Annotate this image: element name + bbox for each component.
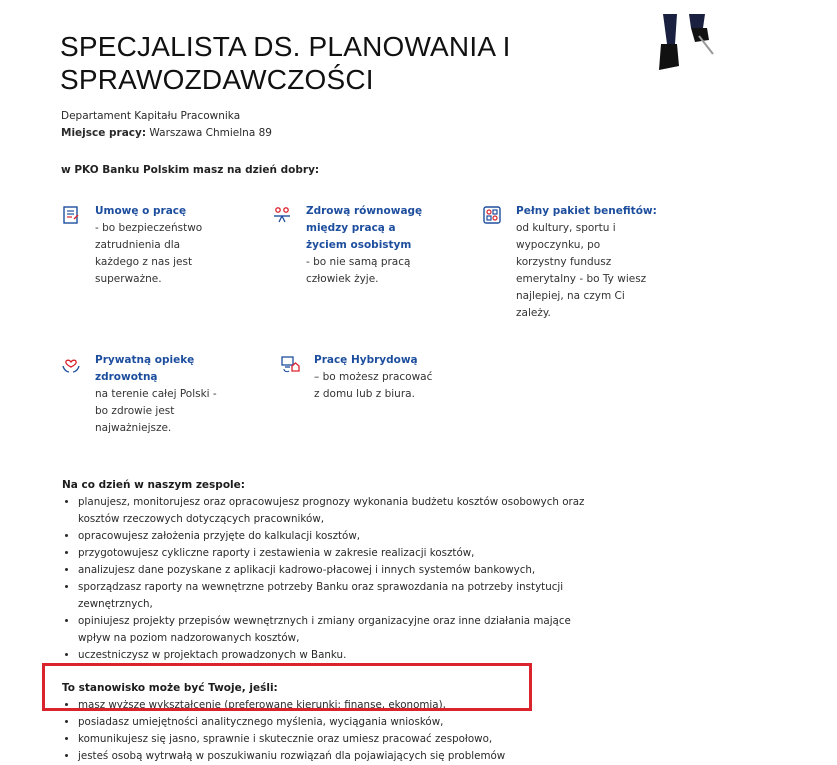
list-item: • analizujesz dane pozyskane z aplikacji kadrowo-płacowej i innych systemów bankowych, (78, 562, 598, 579)
list-item: • jesteś osobą wytrwałą w poszukiwaniu rozwiązań dla pojawiających się problemów (78, 748, 598, 765)
list-item: • opiniujesz projekty przepisów wewnętrznych i zmiany organizacyjne oraz inne działania mające wpływ na poziom nadzorowanych kosztów, (78, 613, 598, 647)
benefit-desc: - bo bezpieczeństwo zatrudnienia dla każdego z nas jest superważne. (95, 222, 203, 285)
benefit-healthcare (61, 352, 251, 437)
benefit-title: Zdrową równowagę między pracą a życiem osobistym (306, 205, 423, 251)
location (61, 127, 272, 139)
list-item: • uczestniczysz w projektach prowadzonych w Banku. (78, 647, 598, 664)
benefit-balance (272, 203, 462, 288)
hybrid-work-icon (280, 354, 300, 374)
page-title: SPECJALISTA DS. PLANOWANIA I SPRAWOZDAWCZOŚCI (60, 31, 511, 95)
benefit-title: Pełny pakiet benefitów: (516, 205, 657, 217)
list-item: • masz wyższe wykształcenie (preferowane kierunki: finanse, ekonomia), (78, 697, 598, 714)
list-item: • sporządzasz raporty na wewnętrzne potrzeby Banku oraz sprawozdania na potrzeby instytucji zewnętrznych, (78, 579, 598, 613)
benefit-title: Prywatną opiekę zdrowotną (95, 354, 195, 383)
contract-icon (61, 205, 81, 225)
list-item: • komunikujesz się jasno, sprawnie i skutecznie oraz umiesz pracować zespołowo, (78, 731, 598, 748)
benefit-desc: – bo możesz pracować z domu lub z biura. (314, 371, 433, 400)
benefit-desc: - bo nie samą pracą człowiek żyje. (306, 256, 411, 285)
benefits-package-icon (482, 205, 502, 225)
location-label: Miejsce pracy: (61, 127, 147, 139)
list-item: • opracowujesz założenia przyjęte do kalkulacji kosztów, (78, 528, 598, 545)
department: Departament Kapitału Pracownika (61, 110, 241, 122)
location-value: Warszawa Chmielna 89 (149, 127, 272, 139)
highlight-box (42, 663, 532, 711)
benefit-desc: na terenie całej Polski - bo zdrowie jest najważniejsze. (95, 388, 217, 434)
person-legs-image (655, 14, 715, 74)
benefit-title: Pracę Hybrydową (314, 354, 418, 366)
benefit-package (482, 203, 672, 322)
balance-icon (272, 205, 292, 225)
list-item: • przygotowujesz cykliczne raporty i zestawienia w zakresie realizacji kosztów, (78, 545, 598, 562)
benefits-intro: w PKO Banku Polskim masz na dzień dobry: (61, 164, 320, 176)
list-item: • posiadasz umiejętności analitycznego myślenia, wyciągania wniosków, (78, 714, 598, 731)
daily-section-title: Na co dzień w naszym zespole: (62, 479, 245, 491)
requirements-section-title: To stanowisko może być Twoje, jeśli: (62, 682, 278, 694)
benefit-contract (61, 203, 251, 288)
daily-tasks-list (62, 494, 598, 664)
healthcare-icon (61, 354, 81, 374)
benefit-desc: od kultury, sportu i wypoczynku, po korzystny fundusz emerytalny - bo Ty wiesz najlepiej, na czym Ci zależy. (516, 222, 647, 319)
list-item: • planujesz, monitorujesz oraz opracowujesz prognozy wykonania budżetu kosztów osobowych oraz kosztów rzeczowych dotyczących pracowników, (78, 494, 598, 528)
benefit-title: Umowę o pracę (95, 205, 187, 217)
benefit-hybrid (280, 352, 470, 403)
